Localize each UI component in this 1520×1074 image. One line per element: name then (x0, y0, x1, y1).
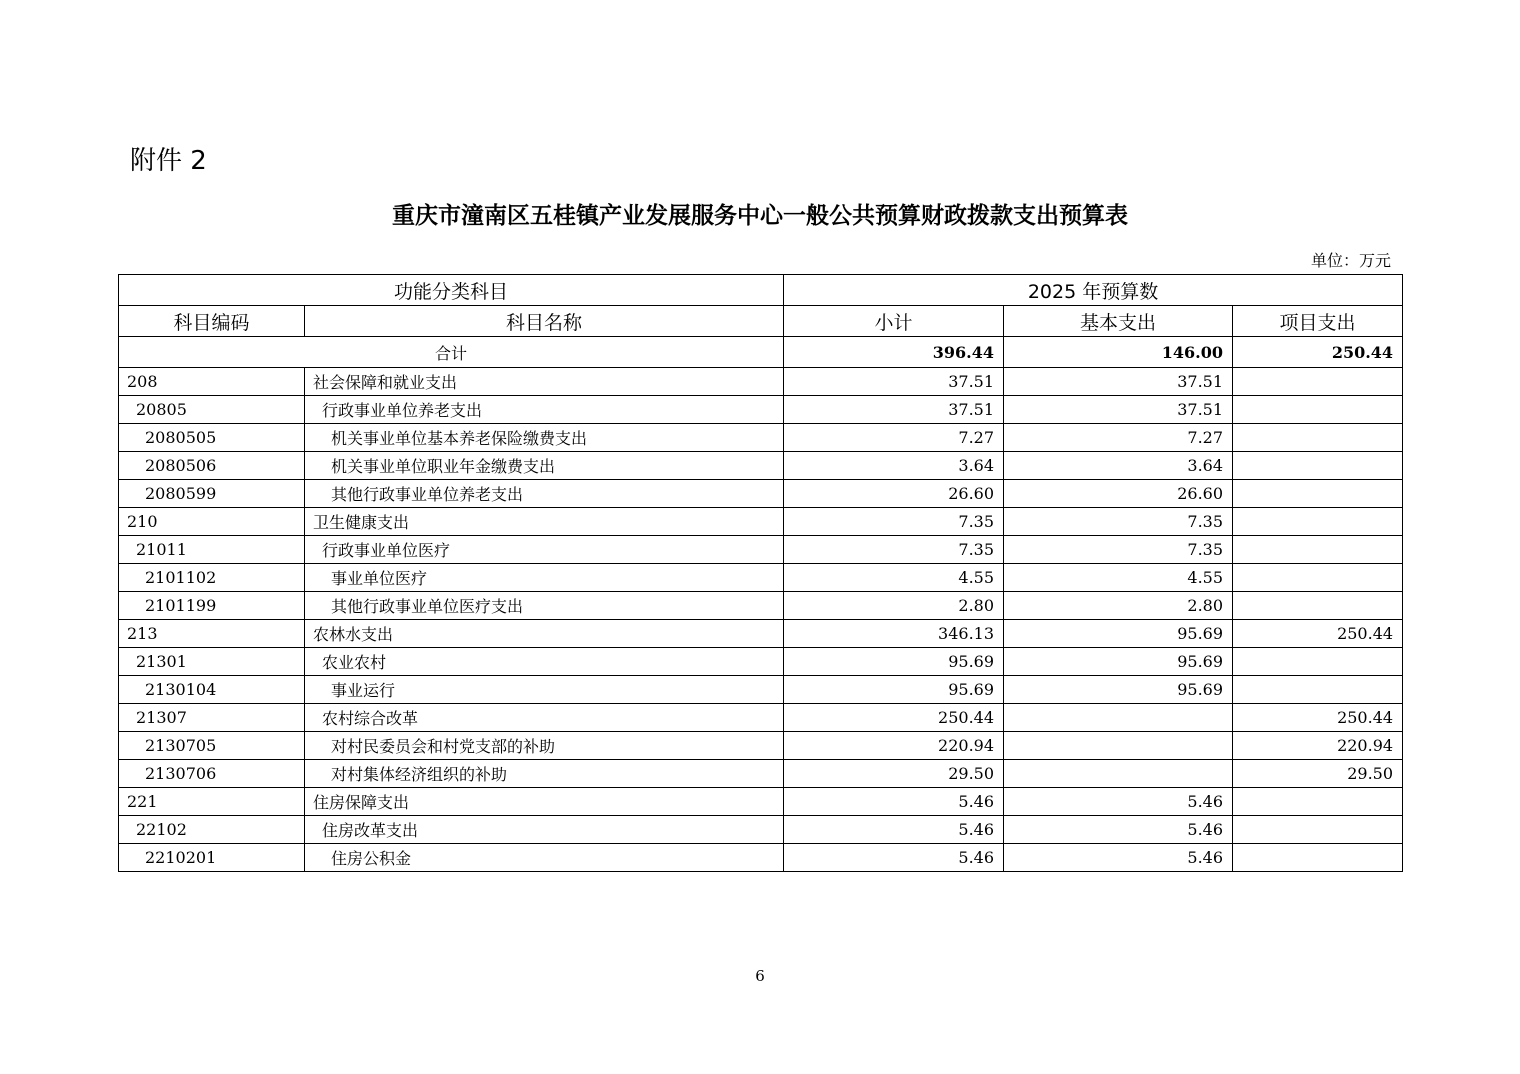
table-row (119, 648, 1403, 676)
account-name-cell: 卫生健康支出 (305, 508, 784, 536)
functional-classification-header: 功能分类科目 (119, 275, 784, 306)
subtotal-cell: 346.13 (784, 620, 1004, 648)
total-basic: 146.00 (1004, 337, 1233, 368)
project-expenditure-cell (1233, 368, 1403, 396)
table-row (119, 788, 1403, 816)
account-code-cell: 221 (119, 788, 305, 816)
budget-table-body (119, 275, 1403, 872)
table-row (119, 704, 1403, 732)
account-name-cell: 农林水支出 (305, 620, 784, 648)
subtotal-cell: 95.69 (784, 676, 1004, 704)
total-row (119, 337, 1403, 368)
account-code-cell: 2080505 (119, 424, 305, 452)
table-row (119, 844, 1403, 872)
account-name-cell: 事业单位医疗 (305, 564, 784, 592)
basic-expenditure-cell (1004, 760, 1233, 788)
total-subtotal: 396.44 (784, 337, 1004, 368)
basic-expenditure-cell: 37.51 (1004, 368, 1233, 396)
project-expenditure-cell (1233, 424, 1403, 452)
account-name-cell: 对村集体经济组织的补助 (305, 760, 784, 788)
table-row (119, 732, 1403, 760)
budget-amount-header: 2025 年预算数 (784, 275, 1403, 306)
total-project: 250.44 (1233, 337, 1403, 368)
account-code-cell: 20805 (119, 396, 305, 424)
table-row (119, 536, 1403, 564)
project-expenditure-cell (1233, 676, 1403, 704)
account-name-cell: 其他行政事业单位养老支出 (305, 480, 784, 508)
project-expenditure-cell (1233, 452, 1403, 480)
account-code-cell: 2101199 (119, 592, 305, 620)
table-row (119, 592, 1403, 620)
account-code-cell: 2080506 (119, 452, 305, 480)
basic-expenditure-cell: 2.80 (1004, 592, 1233, 620)
table-row (119, 508, 1403, 536)
project-expenditure-cell (1233, 396, 1403, 424)
column-header-row (119, 306, 1403, 337)
subtotal-cell: 26.60 (784, 480, 1004, 508)
project-expenditure-cell (1233, 508, 1403, 536)
project-expenditure-cell: 220.94 (1233, 732, 1403, 760)
subtotal-column-header: 小计 (784, 306, 1004, 337)
group-header-row (119, 275, 1403, 306)
basic-expenditure-cell: 95.69 (1004, 648, 1233, 676)
basic-expenditure-cell: 4.55 (1004, 564, 1233, 592)
table-row (119, 480, 1403, 508)
basic-expenditure-cell: 37.51 (1004, 396, 1233, 424)
document-title: 重庆市潼南区五桂镇产业发展服务中心一般公共预算财政拨款支出预算表 (392, 203, 1128, 229)
project-expenditure-cell (1233, 816, 1403, 844)
account-name-cell: 农村综合改革 (305, 704, 784, 732)
subtotal-cell: 2.80 (784, 592, 1004, 620)
account-code-cell: 22102 (119, 816, 305, 844)
basic-expenditure-cell: 5.46 (1004, 816, 1233, 844)
table-row (119, 368, 1403, 396)
table-row (119, 816, 1403, 844)
subtotal-cell: 4.55 (784, 564, 1004, 592)
basic-expenditure-cell: 7.35 (1004, 536, 1233, 564)
project-expenditure-cell (1233, 480, 1403, 508)
account-name-cell: 机关事业单位基本养老保险缴费支出 (305, 424, 784, 452)
basic-expenditure-cell: 95.69 (1004, 620, 1233, 648)
account-code-cell: 2101102 (119, 564, 305, 592)
basic-expenditure-cell: 3.64 (1004, 452, 1233, 480)
account-name-cell: 住房公积金 (305, 844, 784, 872)
subtotal-cell: 3.64 (784, 452, 1004, 480)
code-column-header: 科目编码 (119, 306, 305, 337)
page-number: 6 (755, 967, 765, 985)
account-code-cell: 21301 (119, 648, 305, 676)
basic-expenditure-cell: 5.46 (1004, 844, 1233, 872)
project-expenditure-cell: 250.44 (1233, 620, 1403, 648)
project-expenditure-cell (1233, 788, 1403, 816)
basic-expenditure-cell: 26.60 (1004, 480, 1233, 508)
basic-expenditure-column-header: 基本支出 (1004, 306, 1233, 337)
account-code-cell: 2080599 (119, 480, 305, 508)
table-row (119, 424, 1403, 452)
account-name-cell: 事业运行 (305, 676, 784, 704)
subtotal-cell: 7.35 (784, 536, 1004, 564)
account-code-cell: 208 (119, 368, 305, 396)
subtotal-cell: 95.69 (784, 648, 1004, 676)
basic-expenditure-cell: 95.69 (1004, 676, 1233, 704)
account-name-cell: 住房改革支出 (305, 816, 784, 844)
attachment-label: 附件 2 (130, 146, 207, 176)
total-label: 合计 (119, 337, 784, 368)
table-row (119, 564, 1403, 592)
project-expenditure-cell: 29.50 (1233, 760, 1403, 788)
subtotal-cell: 37.51 (784, 396, 1004, 424)
account-name-cell: 农业农村 (305, 648, 784, 676)
account-code-cell: 213 (119, 620, 305, 648)
table-row (119, 452, 1403, 480)
account-code-cell: 2130104 (119, 676, 305, 704)
project-expenditure-cell: 250.44 (1233, 704, 1403, 732)
subtotal-cell: 5.46 (784, 816, 1004, 844)
table-row (119, 676, 1403, 704)
account-name-cell: 行政事业单位养老支出 (305, 396, 784, 424)
unit-label: 单位：万元 (1310, 251, 1391, 270)
subtotal-cell: 37.51 (784, 368, 1004, 396)
project-expenditure-cell (1233, 564, 1403, 592)
subtotal-cell: 250.44 (784, 704, 1004, 732)
basic-expenditure-cell (1004, 704, 1233, 732)
account-name-cell: 行政事业单位医疗 (305, 536, 784, 564)
subtotal-cell: 5.46 (784, 788, 1004, 816)
subtotal-cell: 29.50 (784, 760, 1004, 788)
account-name-cell: 其他行政事业单位医疗支出 (305, 592, 784, 620)
project-expenditure-column-header: 项目支出 (1233, 306, 1403, 337)
project-expenditure-cell (1233, 648, 1403, 676)
budget-table (118, 274, 1403, 872)
basic-expenditure-cell: 7.27 (1004, 424, 1233, 452)
project-expenditure-cell (1233, 536, 1403, 564)
account-code-cell: 2210201 (119, 844, 305, 872)
table-row (119, 620, 1403, 648)
subtotal-cell: 7.27 (784, 424, 1004, 452)
basic-expenditure-cell (1004, 732, 1233, 760)
account-name-cell: 社会保障和就业支出 (305, 368, 784, 396)
project-expenditure-cell (1233, 844, 1403, 872)
subtotal-cell: 220.94 (784, 732, 1004, 760)
account-name-cell: 住房保障支出 (305, 788, 784, 816)
basic-expenditure-cell: 5.46 (1004, 788, 1233, 816)
project-expenditure-cell (1233, 592, 1403, 620)
account-name-cell: 机关事业单位职业年金缴费支出 (305, 452, 784, 480)
table-row (119, 396, 1403, 424)
account-code-cell: 2130705 (119, 732, 305, 760)
subtotal-cell: 5.46 (784, 844, 1004, 872)
basic-expenditure-cell: 7.35 (1004, 508, 1233, 536)
account-code-cell: 2130706 (119, 760, 305, 788)
account-code-cell: 21307 (119, 704, 305, 732)
account-code-cell: 21011 (119, 536, 305, 564)
name-column-header: 科目名称 (305, 306, 784, 337)
subtotal-cell: 7.35 (784, 508, 1004, 536)
account-name-cell: 对村民委员会和村党支部的补助 (305, 732, 784, 760)
table-row (119, 760, 1403, 788)
account-code-cell: 210 (119, 508, 305, 536)
